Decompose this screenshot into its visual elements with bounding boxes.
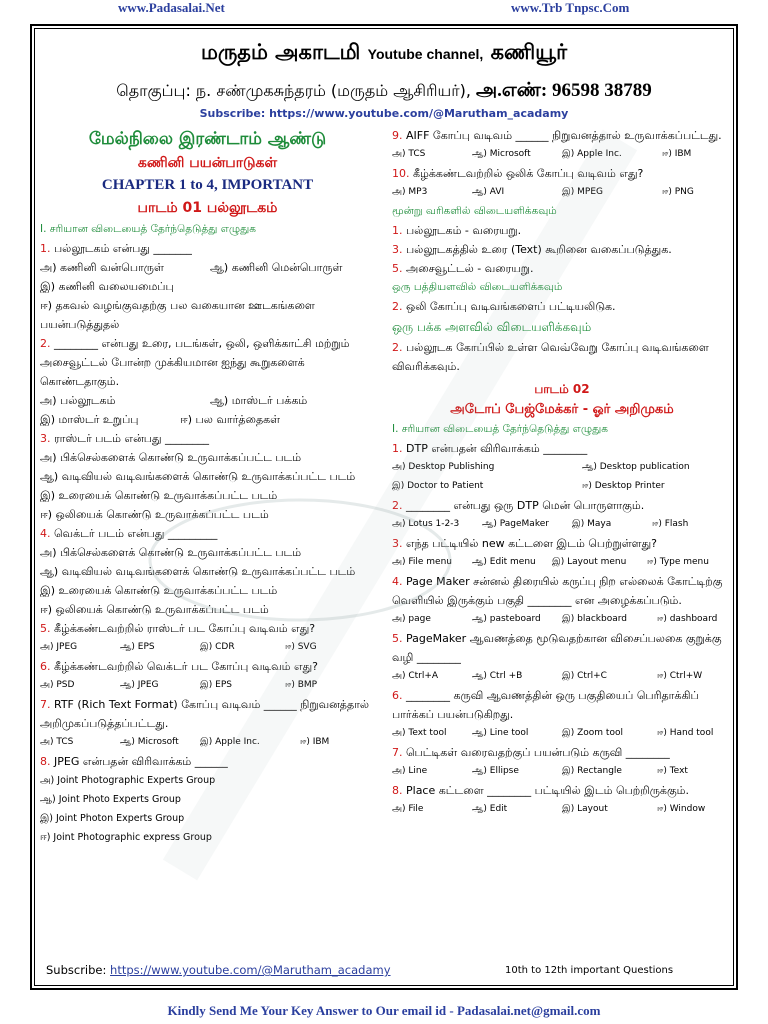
options: அ) File menu ஆ) Edit menu இ) Layout menu ஈ) Type menu bbox=[392, 557, 709, 567]
question: 5. அசைவூட்டல் - வரையறு. bbox=[392, 262, 534, 275]
options: அ) கணினி வன்பொருள் ஆ) கணினி மென்பொருள் bbox=[40, 261, 343, 274]
question: 2. பல்லூடக கோப்பில் உள்ள வெவ்வேறு கோப்பு வடிவங்களை விவரிக்கவும். bbox=[392, 341, 709, 373]
lesson-subtitle: அடோப் பேஜ்மேக்கர் - ஓர் அறிமுகம் bbox=[450, 402, 674, 417]
option: ஆ) Joint Photo Experts Group bbox=[40, 794, 181, 805]
top-bar bbox=[0, 0, 768, 18]
question: 10. கீழ்க்கண்டவற்றில் ஒலிக் கோப்பு வடிவம் எது? bbox=[392, 167, 644, 180]
option: ஆ) வடிவியல் வடிவங்களைக் கொண்டு உருவாக்கப்பட்ட படம் bbox=[40, 470, 356, 483]
option: அ) Joint Photographic Experts Group bbox=[40, 775, 216, 786]
options: அ) Desktop Publishing ஆ) Desktop publication bbox=[392, 462, 690, 472]
top-left-site[interactable]: www.Padasalai.Net bbox=[118, 0, 225, 15]
options: அ) TCS ஆ) Microsoft இ) Apple Inc. ஈ) IBM bbox=[40, 737, 330, 747]
section-heading: I. சரியான விடையைத் தேர்ந்தெடுத்து எழுதுக bbox=[40, 223, 256, 235]
option: ஈ) ஒலியைக் கொண்டு உருவாக்கப்பட்ட படம் bbox=[40, 603, 269, 616]
footer-subscribe: Subscribe: https://www.youtube.com/@Marutham_acadamy bbox=[46, 963, 391, 977]
question: 1. பல்லூடகம் என்பது _______ bbox=[40, 242, 192, 255]
options: அ) MP3 ஆ) AVI இ) MPEG ஈ) PNG bbox=[392, 187, 694, 197]
question: 8. Place கட்டளை ________ பட்டியில் இடம் பெற்றிருக்கும். bbox=[392, 784, 690, 797]
question: 3. ராஸ்டர் படம் என்பது ________ bbox=[40, 432, 210, 445]
options: அ) Text tool ஆ) Line tool இ) Zoom tool ஈ) Hand tool bbox=[392, 728, 714, 738]
question: 3. எந்த பட்டியில் new கட்டளை இடம் பெற்றுள்ளது? bbox=[392, 537, 657, 550]
question: 8. JPEG என்பதன் விரிவாக்கம் ______ bbox=[40, 755, 228, 768]
header-author: தொகுப்பு: ந. சண்முகசுந்தரம் (மருதம் ஆசிரியர்), அ.எண்: 96598 38789 bbox=[116, 80, 652, 101]
option: இ) உரையைக் கொண்டு உருவாக்கப்பட்ட படம் bbox=[40, 584, 278, 597]
top-right-site[interactable]: www.Trb Tnpsc.Com bbox=[511, 0, 630, 15]
header-title: மருதம் அகாடமி Youtube channel, கணியூர் bbox=[200, 40, 568, 64]
option: அ) பிக்செல்களைக் கொண்டு உருவாக்கப்பட்ட படம் bbox=[40, 451, 302, 464]
option: இ) Joint Photon Experts Group bbox=[40, 813, 185, 824]
question: 1. பல்லூடகம் - வரையறு. bbox=[392, 224, 522, 237]
question: 2. ________ என்பது உரை, படங்கள், ஒலி, ஒளிக்காட்சி மற்றும் அசைவூட்டல் போன்ற முக்கியமான ஐந்து கூறுகளைக் கொண்டதாகும். bbox=[40, 337, 350, 388]
section-heading: I. சரியான விடையைத் தேர்ந்தெடுத்து எழுதுக bbox=[392, 423, 608, 435]
question: 5. கீழ்க்கண்டவற்றில் ராஸ்டர் பட கோப்பு வடிவம் எது? bbox=[40, 622, 316, 635]
question: 6. கீழ்க்கண்டவற்றில் வெக்டர் பட கோப்பு வடிவம் எது? bbox=[40, 660, 318, 673]
question: 1. DTP என்பதன் விரிவாக்கம் ________ bbox=[392, 442, 588, 455]
youtube-link[interactable]: https://www.youtube.com/@Marutham_acadamy bbox=[110, 963, 391, 977]
options: அ) Lotus 1-2-3 ஆ) PageMaker இ) Maya ஈ) Flash bbox=[392, 519, 689, 529]
question: 2. ________ என்பது ஒரு DTP மென் பொருளாகும். bbox=[392, 499, 645, 512]
question: 2. ஒலி கோப்பு வடிவங்களைப் பட்டியலிடுக. bbox=[392, 300, 616, 313]
question: 5. PageMaker ஆவணத்தை மூடுவதற்கான விசைப்பலகை குறுக்கு வழி ________ bbox=[392, 632, 722, 664]
question: 9. AIFF கோப்பு வடிவம் ______ நிறுவனத்தால் உருவாக்கப்பட்டது. bbox=[392, 129, 722, 142]
options: இ) மாஸ்டர் உறுப்பு ஈ) பல வார்த்தைகள் bbox=[40, 413, 281, 426]
option: ஈ) Joint Photographic express Group bbox=[40, 832, 212, 843]
options: அ) PSD ஆ) JPEG இ) EPS ஈ) BMP bbox=[40, 680, 318, 690]
option: ஈ) தகவல் வழங்குவதற்கு பல வகையான ஊடகங்களை பயன்படுத்துதல் bbox=[40, 299, 315, 331]
footer-note: 10th to 12th important Questions bbox=[505, 965, 674, 976]
options: அ) பல்லூடகம் ஆ) மாஸ்டர் பக்கம் bbox=[40, 394, 308, 407]
options: அ) JPEG ஆ) EPS இ) CDR ஈ) SVG bbox=[40, 642, 317, 652]
section-heading: ஒரு பத்தியளவில் விடையளிக்கவும் bbox=[392, 281, 563, 293]
option: இ) உரையைக் கொண்டு உருவாக்கப்பட்ட படம் bbox=[40, 489, 278, 502]
options: அ) TCS ஆ) Microsoft இ) Apple Inc. ஈ) IBM bbox=[392, 149, 692, 159]
grade-title: மேல்நிலை இரண்டாம் ஆண்டு bbox=[88, 129, 327, 149]
options: அ) File ஆ) Edit இ) Layout ஈ) Window bbox=[392, 804, 706, 814]
left-column bbox=[40, 126, 375, 847]
options: அ) Line ஆ) Ellipse இ) Rectangle ஈ) Text bbox=[392, 766, 688, 776]
question: 7. RTF (Rich Text Format) கோப்பு வடிவம் ______ நிறுவனத்தால் அறிமுகப்படுத்தப்பட்டது. bbox=[40, 698, 370, 730]
section-heading: ஒரு பக்க அளவில் விடையளிக்கவும் bbox=[392, 320, 592, 334]
header-subscribe[interactable]: Subscribe: https://www.youtube.com/@Marutham_acadamy bbox=[199, 107, 569, 120]
options: அ) page ஆ) pasteboard இ) blackboard ஈ) dashboard bbox=[392, 614, 718, 624]
option: இ) கணினி வலையமைப்பு bbox=[40, 280, 174, 293]
question: 4. வெக்டர் படம் என்பது _________ bbox=[40, 527, 218, 540]
option: ஆ) வடிவியல் வடிவங்களைக் கொண்டு உருவாக்கப்பட்ட படம் bbox=[40, 565, 356, 578]
options: அ) Ctrl+A ஆ) Ctrl +B இ) Ctrl+C ஈ) Ctrl+W bbox=[392, 671, 703, 681]
chapter-title: CHAPTER 1 to 4, IMPORTANT bbox=[101, 177, 314, 193]
options: இ) Doctor to Patient ஈ) Desktop Printer bbox=[392, 481, 665, 491]
option: அ) பிக்செல்களைக் கொண்டு உருவாக்கப்பட்ட படம் bbox=[40, 546, 302, 559]
question: 6. ________ கருவி ஆவணத்தின் ஒரு பகுதியைப் பெரிதாக்கிப் பார்க்கப் பயன்படுகிறது. bbox=[392, 689, 699, 721]
subject-title: கணினி பயன்பாடுகள் bbox=[137, 155, 278, 171]
right-column bbox=[392, 126, 732, 819]
question: 7. பெட்டிகள் வரைவதற்குப் பயன்படும் கருவி ________ bbox=[392, 746, 670, 759]
section-heading: மூன்று வரிகளில் விடையளிக்கவும் bbox=[392, 205, 557, 217]
lesson-title: பாடம் 01 பல்லூடகம் bbox=[137, 200, 278, 216]
question: 4. Page Maker சன்னல் திரையில் கருப்பு நிற எல்லைக் கோட்டிற்கு வெளியில் இருக்கும் பகுதி ________ என அழைக்கப்படும். bbox=[392, 575, 723, 607]
option: ஈ) ஒலியைக் கொண்டு உருவாக்கப்பட்ட படம் bbox=[40, 508, 269, 521]
bottom-note: Kindly Send Me Your Key Answer to Our email id - Padasalai.net@gmail.com bbox=[167, 1003, 601, 1018]
question: 3. பல்லூடகத்தில் உரை (Text) கூறினை வகைப்படுத்துக. bbox=[392, 243, 672, 256]
lesson-title: பாடம் 02 bbox=[534, 382, 590, 396]
